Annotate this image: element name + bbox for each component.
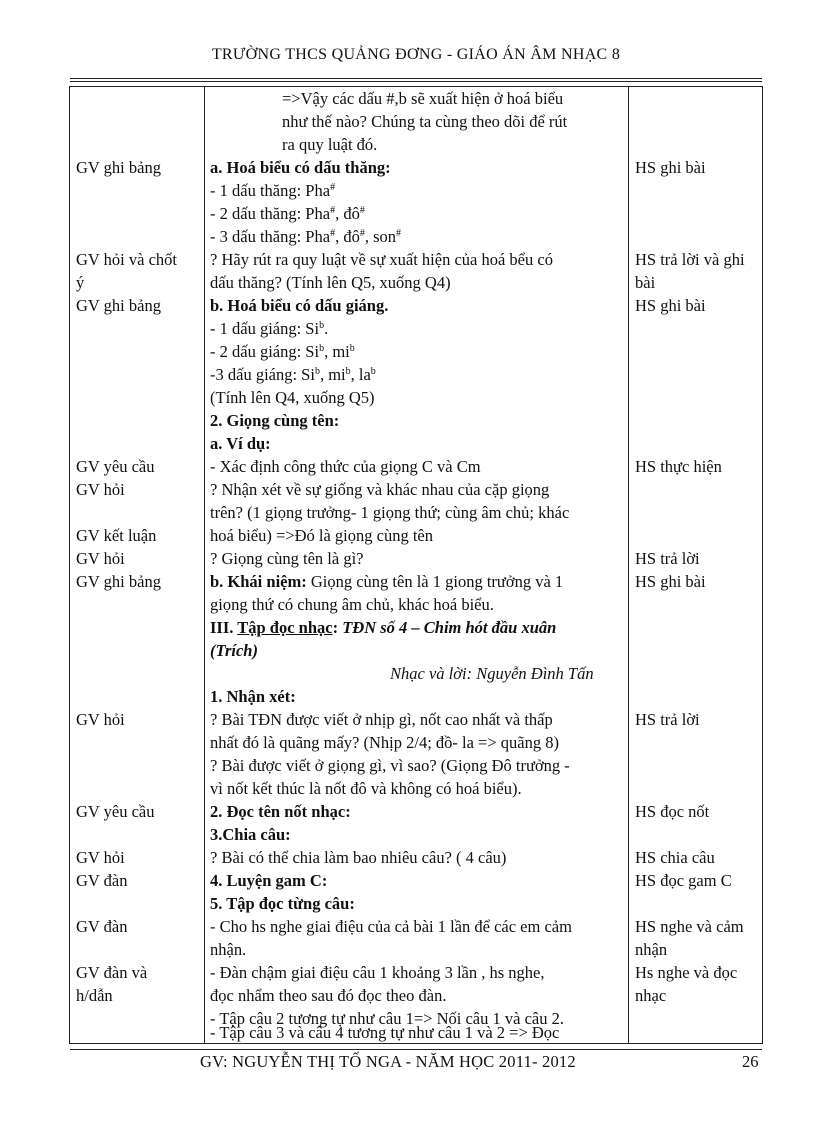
section-3-heading: III. Tập đọc nhạc: TĐN số 4 – Chim hót đầu xuân bbox=[210, 618, 557, 637]
student-action: HS nghe và cảm bbox=[635, 917, 744, 936]
question-define: ? Giọng cùng tên là gì? bbox=[210, 549, 364, 568]
student-action: HS đọc gam C bbox=[635, 871, 732, 890]
student-action: HS chia câu bbox=[635, 848, 715, 867]
question-compare-1: ? Nhận xét về sự giống và khác nhau của cặp giọng bbox=[210, 480, 550, 499]
teacher-action: GV ghi bảng bbox=[76, 296, 161, 315]
sharp-line-1: - 1 dấu thăng: Pha# bbox=[210, 181, 336, 200]
subsection-heading: 3.Chia câu: bbox=[210, 825, 291, 844]
teacher-action: ý bbox=[76, 273, 85, 292]
student-action: nhận bbox=[635, 940, 668, 959]
student-action: HS thực hiện bbox=[635, 457, 722, 476]
teacher-action: GV đàn bbox=[76, 917, 128, 936]
teacher-action: GV hỏi bbox=[76, 480, 125, 499]
practice-line-1: - Tập câu 2 tương tự như câu 1=> Nối câu 1 và câu 2. bbox=[210, 1009, 564, 1028]
teacher-action: GV đàn và bbox=[76, 963, 148, 982]
page-header: TRƯỜNG THCS QUẢNG ĐƠNG - GIÁO ÁN ÂM NHẠC 8 bbox=[211, 46, 621, 63]
student-action: Hs nghe và đọc bbox=[635, 963, 738, 982]
intro-line-3: ra quy luật đó. bbox=[282, 135, 378, 154]
listen-line-1: - Cho hs nghe giai điệu của cả bài 1 lần để các em cảm bbox=[210, 917, 572, 936]
header-rule-double bbox=[70, 81, 762, 82]
page-footer: GV: NGUYỄN THỊ TỐ NGA - NĂM HỌC 2011- 2012 bbox=[200, 1052, 576, 1071]
teacher-action: GV hỏi bbox=[76, 549, 125, 568]
example-task: - Xác định công thức của giọng C và Cm bbox=[210, 457, 481, 476]
concept-line-1: b. Khái niệm: Giọng cùng tên là 1 giong trưởng và 1 bbox=[210, 572, 564, 591]
question-sharp-2: dấu thăng? (Tính lên Q5, xuống Q4) bbox=[210, 273, 451, 292]
question-tdn-3: ? Bài được viết ở giọng gì, vì sao? (Giọng Đô trưởng - bbox=[210, 756, 570, 775]
lesson-table bbox=[69, 86, 763, 1044]
student-action: HS trả lời và ghi bbox=[635, 250, 745, 269]
question-sharp-1: ? Hãy rút ra quy luật về sự xuất hiện của hoá bểu có bbox=[210, 250, 553, 269]
section-heading: 2. Giọng cùng tên: bbox=[210, 411, 340, 430]
practice-line-2: - Tập câu 3 và câu 4 tương tự như câu 1 và 2 => Đọc bbox=[210, 1023, 560, 1042]
teacher-action: GV ghi bảng bbox=[76, 572, 161, 591]
teacher-action: GV đàn bbox=[76, 871, 128, 890]
play-line-2: đọc nhẩm theo sau đó đọc theo đàn. bbox=[210, 986, 447, 1005]
student-action: HS trả lời bbox=[635, 710, 700, 729]
header-rule bbox=[70, 78, 762, 79]
flat-rule: (Tính lên Q4, xuống Q5) bbox=[210, 388, 375, 407]
play-line-1: - Đàn chậm giai điệu câu 1 khoảng 3 lần , hs nghe, bbox=[210, 963, 545, 982]
column-divider-2 bbox=[628, 87, 629, 1043]
subsection-heading: a. Ví dụ: bbox=[210, 434, 271, 453]
question-tdn-2: nhất đó là quãng mấy? (Nhịp 2/4; đồ- la => quãng 8) bbox=[210, 733, 559, 752]
question-split: ? Bài có thể chia làm bao nhiêu câu? ( 4 câu) bbox=[210, 848, 507, 867]
footer-rule bbox=[70, 1049, 762, 1050]
page-number: 26 bbox=[742, 1052, 759, 1071]
student-action: HS ghi bài bbox=[635, 572, 706, 591]
teacher-action: GV yêu cầu bbox=[76, 802, 155, 821]
question-compare-3: hoá biểu) =>Đó là giọng cùng tên bbox=[210, 526, 433, 545]
teacher-action: GV kết luận bbox=[76, 526, 157, 545]
student-action: HS trả lời bbox=[635, 549, 700, 568]
sharp-line-2: - 2 dấu thăng: Pha#, đô# bbox=[210, 204, 365, 223]
intro-line-1: =>Vậy các dấu #,b sẽ xuất hiện ở hoá biểu bbox=[282, 89, 564, 108]
composer-credit: Nhạc và lời: Nguyễn Đình Tấn bbox=[390, 664, 594, 683]
teacher-action: h/dẫn bbox=[76, 986, 113, 1005]
flat-line-1: - 1 dấu giáng: Si$^b$. bbox=[210, 319, 329, 338]
student-action: HS ghi bài bbox=[635, 158, 706, 177]
intro-line-2: như thế nào? Chúng ta cùng theo dõi để rút bbox=[282, 112, 568, 131]
teacher-action: GV ghi bảng bbox=[76, 158, 161, 177]
column-divider-1 bbox=[204, 87, 205, 1043]
teacher-action: GV hỏi bbox=[76, 710, 125, 729]
student-action: HS đọc nốt bbox=[635, 802, 710, 821]
flat-heading: b. Hoá biểu có dấu giáng. bbox=[210, 296, 389, 315]
section-3-heading-cont: (Trích) bbox=[210, 641, 258, 660]
flat-line-3: -3 dấu giáng: Si$^b$, $mi^b$, $la^b$ bbox=[210, 365, 376, 384]
subsection-heading: 4. Luyện gam C: bbox=[210, 871, 328, 890]
teacher-action: GV hỏi bbox=[76, 848, 125, 867]
teacher-action: GV hỏi và chốt bbox=[76, 250, 177, 269]
subsection-heading: 2. Đọc tên nốt nhạc: bbox=[210, 802, 351, 821]
listen-line-2: nhận. bbox=[210, 940, 247, 959]
question-compare-2: trên? (1 giọng trưởng- 1 giọng thứ; cùng âm chủ; khác bbox=[210, 503, 570, 522]
question-tdn-4: vì nốt kết thúc là nốt đô và không có hoá biểu). bbox=[210, 779, 522, 798]
student-action: bài bbox=[635, 273, 656, 292]
flat-line-2: - 2 dấu giáng: Si$^b$, $mi^b$ bbox=[210, 342, 355, 361]
student-action: nhạc bbox=[635, 986, 667, 1005]
teacher-action: GV yêu cầu bbox=[76, 457, 155, 476]
sharp-line-3: - 3 dấu thăng: Pha#, đô#, son# bbox=[210, 227, 401, 246]
question-tdn-1: ? Bài TĐN được viết ở nhịp gì, nốt cao nhất và thấp bbox=[210, 710, 553, 729]
concept-line-2: giọng thứ có chung âm chủ, khác hoá biểu. bbox=[210, 595, 494, 614]
subsection-heading: 5. Tập đọc từng câu: bbox=[210, 894, 355, 913]
student-action: HS ghi bài bbox=[635, 296, 706, 315]
subsection-heading: 1. Nhận xét: bbox=[210, 687, 296, 706]
sharp-heading: a. Hoá biểu có dấu thăng: bbox=[210, 158, 391, 177]
